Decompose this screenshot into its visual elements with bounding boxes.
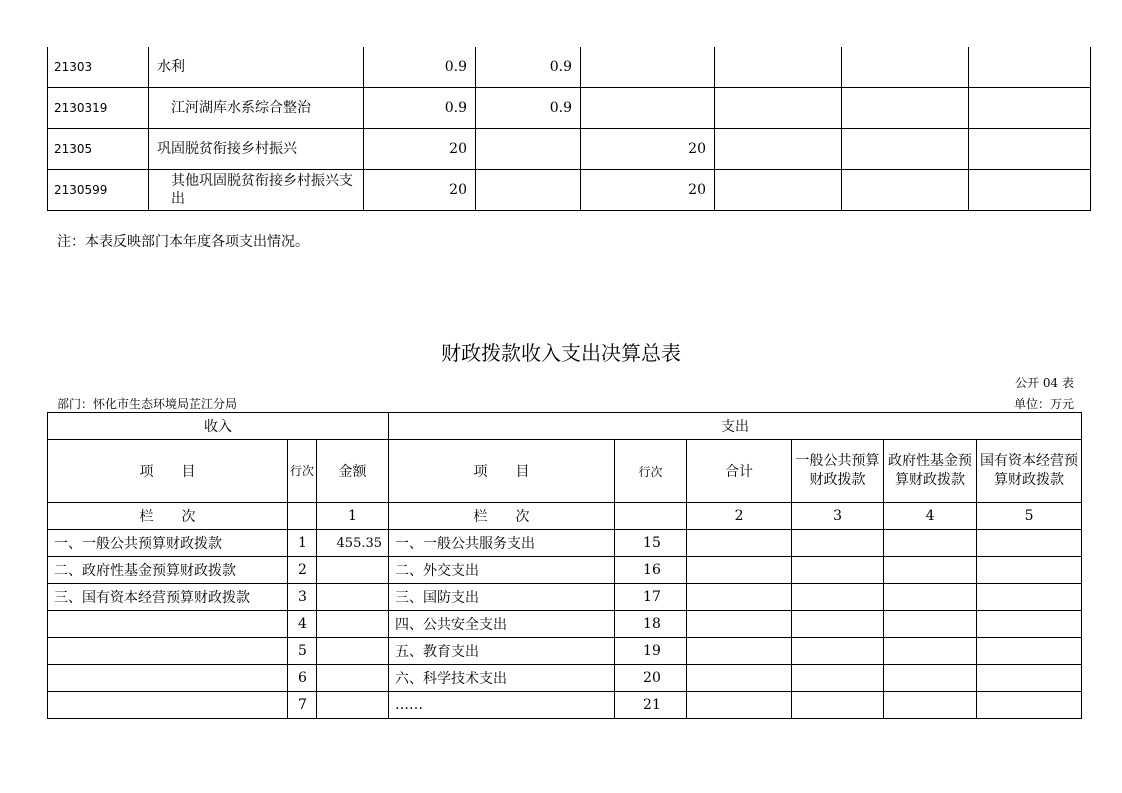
expense-rowno: 16 — [615, 557, 687, 584]
expense-gov-fund — [884, 692, 977, 719]
department-label: 部门：怀化市生态环境局芷江分局 — [57, 397, 238, 411]
row-name: 江河湖库水系综合整治 — [149, 88, 364, 129]
income-rowno: 1 — [288, 530, 317, 557]
expense-general — [792, 638, 884, 665]
expense-state-capital — [977, 692, 1082, 719]
table-row — [48, 88, 1091, 129]
table-note: 注：本表反映部门本年度各项支出情况。 — [57, 234, 309, 250]
row-col4 — [715, 88, 842, 129]
row-code: 2130599 — [48, 170, 149, 211]
expense-total — [687, 692, 792, 719]
table-row — [48, 584, 1082, 611]
income-item — [48, 638, 288, 665]
table-row — [48, 638, 1082, 665]
expense-item: 二、外交支出 — [389, 557, 615, 584]
expense-total — [687, 665, 792, 692]
income-amount — [317, 611, 389, 638]
income-amount — [317, 557, 389, 584]
table-row — [48, 665, 1082, 692]
expense-state-capital — [977, 530, 1082, 557]
expense-general — [792, 692, 884, 719]
expense-general — [792, 584, 884, 611]
expense-total — [687, 584, 792, 611]
col-number-1: 1 — [317, 503, 389, 530]
row-project: 20 — [581, 170, 715, 211]
expense-gov-fund — [884, 638, 977, 665]
expense-rowno: 15 — [615, 530, 687, 557]
table-tag: 公开 04 表 — [1015, 376, 1074, 390]
expense-gov-fund — [884, 584, 977, 611]
expense-gov-fund — [884, 665, 977, 692]
expense-rowno: 17 — [615, 584, 687, 611]
income-item — [48, 665, 288, 692]
expense-general — [792, 665, 884, 692]
row-project — [581, 47, 715, 88]
income-rowno: 4 — [288, 611, 317, 638]
row-col6 — [969, 88, 1091, 129]
table-row — [48, 530, 1082, 557]
column-label-2: 栏 次 — [389, 503, 615, 530]
expense-item: 四、公共安全支出 — [389, 611, 615, 638]
expense-total — [687, 638, 792, 665]
expenditure-table — [47, 47, 1091, 211]
expense-state-capital — [977, 638, 1082, 665]
table-row — [48, 557, 1082, 584]
state-capital-header: 国有资本经营预算财政拨款 — [977, 440, 1082, 503]
col-number-4: 4 — [884, 503, 977, 530]
row-col5 — [842, 170, 969, 211]
expense-general — [792, 530, 884, 557]
income-rowno: 7 — [288, 692, 317, 719]
expense-total — [687, 530, 792, 557]
row-basic: 0.9 — [476, 88, 581, 129]
row-project: 20 — [581, 129, 715, 170]
expense-rowno-header: 行次 — [615, 440, 687, 503]
income-rowno: 5 — [288, 638, 317, 665]
income-item — [48, 611, 288, 638]
income-rowno: 2 — [288, 557, 317, 584]
row-name: 其他巩固脱贫衔接乡村振兴支出 — [149, 170, 364, 211]
gov-fund-header: 政府性基金预算财政拨款 — [884, 440, 977, 503]
row-col6 — [969, 170, 1091, 211]
table-row — [48, 611, 1082, 638]
expense-rowno: 21 — [615, 692, 687, 719]
col-number-2: 2 — [687, 503, 792, 530]
expense-item: 一、一般公共服务支出 — [389, 530, 615, 557]
income-item: 一、一般公共预算财政拨款 — [48, 530, 288, 557]
expense-item-header: 项 目 — [389, 440, 615, 503]
table-row — [48, 47, 1091, 88]
row-col5 — [842, 88, 969, 129]
table-row — [48, 170, 1091, 211]
row-basic — [476, 170, 581, 211]
income-amount — [317, 584, 389, 611]
expense-gov-fund — [884, 611, 977, 638]
income-rowno: 3 — [288, 584, 317, 611]
expense-rowno: 20 — [615, 665, 687, 692]
income-amount: 455.35 — [317, 530, 389, 557]
col-number-5: 5 — [977, 503, 1082, 530]
row-col5 — [842, 47, 969, 88]
income-item — [48, 692, 288, 719]
expense-state-capital — [977, 611, 1082, 638]
column-label: 栏 次 — [48, 503, 288, 530]
expense-gov-fund — [884, 557, 977, 584]
row-code: 21305 — [48, 129, 149, 170]
income-item: 三、国有资本经营预算财政拨款 — [48, 584, 288, 611]
expense-total — [687, 611, 792, 638]
row-name: 巩固脱贫衔接乡村振兴 — [149, 129, 364, 170]
income-rowno: 6 — [288, 665, 317, 692]
unit-label: 单位：万元 — [1013, 397, 1074, 411]
income-rowno-header: 行次 — [288, 440, 317, 503]
header-row-sections — [48, 413, 1082, 440]
expense-header: 支出 — [389, 413, 1082, 440]
income-amount — [317, 665, 389, 692]
expense-item: 五、教育支出 — [389, 638, 615, 665]
column-number-row — [48, 503, 1082, 530]
table-row — [48, 692, 1082, 719]
income-amount — [317, 638, 389, 665]
expense-gov-fund — [884, 530, 977, 557]
expense-state-capital — [977, 665, 1082, 692]
income-amount — [317, 692, 389, 719]
col-number-3: 3 — [792, 503, 884, 530]
expense-state-capital — [977, 584, 1082, 611]
expense-item: 三、国防支出 — [389, 584, 615, 611]
row-basic: 0.9 — [476, 47, 581, 88]
page-title: 财政拨款收入支出决算总表 — [441, 341, 681, 365]
row-col6 — [969, 129, 1091, 170]
expense-total — [687, 557, 792, 584]
row-col6 — [969, 47, 1091, 88]
row-col5 — [842, 129, 969, 170]
row-col4 — [715, 129, 842, 170]
row-code: 2130319 — [48, 88, 149, 129]
table-row — [48, 129, 1091, 170]
expense-rowno: 19 — [615, 638, 687, 665]
expense-rowno: 18 — [615, 611, 687, 638]
header-row-columns — [48, 440, 1082, 503]
row-total: 0.9 — [364, 47, 476, 88]
row-project — [581, 88, 715, 129]
row-total: 0.9 — [364, 88, 476, 129]
row-col4 — [715, 170, 842, 211]
income-item: 二、政府性基金预算财政拨款 — [48, 557, 288, 584]
amount-header: 金额 — [317, 440, 389, 503]
expense-general — [792, 611, 884, 638]
total-header: 合计 — [687, 440, 792, 503]
general-budget-header: 一般公共预算财政拨款 — [792, 440, 884, 503]
expense-item: 六、科学技术支出 — [389, 665, 615, 692]
row-total: 20 — [364, 129, 476, 170]
expense-general — [792, 557, 884, 584]
income-header: 收入 — [48, 413, 389, 440]
row-col4 — [715, 47, 842, 88]
expense-item: …… — [389, 692, 615, 719]
row-total: 20 — [364, 170, 476, 211]
fiscal-summary-table — [47, 412, 1082, 719]
row-code: 21303 — [48, 47, 149, 88]
row-basic — [476, 129, 581, 170]
expense-state-capital — [977, 557, 1082, 584]
income-item-header: 项 目 — [48, 440, 288, 503]
row-name: 水利 — [149, 47, 364, 88]
